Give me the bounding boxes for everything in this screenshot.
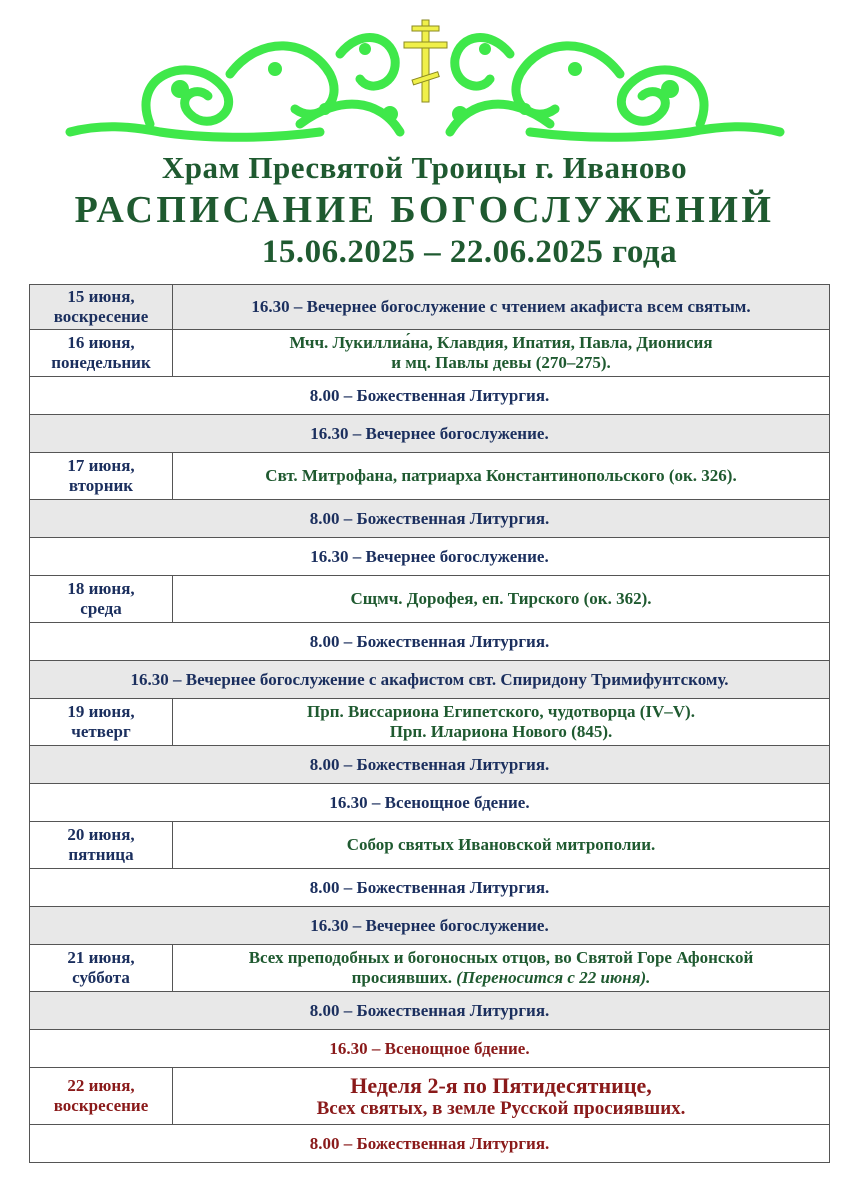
church-name: Храм Пресвятой Троицы г. Иваново [161,150,688,185]
feast-cell: Мчч. Лукиллиа́на, Клавдия, Ипатия, Павла, Дионисия и мц. Павлы девы (270–275). [173,330,830,377]
feast-cell: Всех преподобных и богоносных отцов, во Святой Горе Афонской просиявших. (Переносится с 22 июня). [173,945,830,992]
table-row [30,699,830,746]
table-row [30,377,830,415]
service-cell: 8.00 – Божественная Литургия. [30,992,830,1030]
service-cell: 8.00 – Божественная Литургия. [30,500,830,538]
feast-cell: Неделя 2-я по Пятидесятнице, Всех святых, в земле Русской просиявших. [173,1068,830,1125]
date-cell: 22 июня, воскресение [30,1068,173,1125]
service-cell: 16.30 – Вечернее богослужение с чтением акафиста всем святым. [173,285,830,330]
table-row [30,784,830,822]
service-cell: 16.30 – Всенощное бдение. [30,1030,830,1068]
date-cell: 19 июня, четверг [30,699,173,746]
table-row [30,907,830,945]
table-row [30,992,830,1030]
table-row [30,415,830,453]
service-cell: 16.30 – Вечернее богослужение. [30,538,830,576]
date-cell: 16 июня, понедельник [30,330,173,377]
service-cell: 16.30 – Всенощное бдение. [30,784,830,822]
table-row [30,1068,830,1125]
feast-cell: Прп. Виссариона Египетского, чудотворца (IV–V). Прп. Илариона Нового (845). [173,699,830,746]
table-row [30,746,830,784]
service-cell: 8.00 – Божественная Литургия. [30,869,830,907]
service-cell: 8.00 – Божественная Литургия. [30,746,830,784]
table-row [30,822,830,869]
service-cell: 16.30 – Вечернее богослужение. [30,415,830,453]
table-row [30,330,830,377]
date-cell: 21 июня, суббота [30,945,173,992]
table-row [30,945,830,992]
schedule-table [29,284,830,1163]
service-cell: 16.30 – Вечернее богослужение. [30,907,830,945]
service-cell: 8.00 – Божественная Литургия. [30,1125,830,1163]
feast-cell: Сщмч. Дорофея, еп. Тирского (ок. 362). [173,576,830,623]
service-cell: 16.30 – Вечернее богослужение с акафистом свт. Спиридону Тримифунтскому. [30,661,830,699]
table-row [30,500,830,538]
table-row [30,623,830,661]
date-cell: 15 июня, воскресение [30,285,173,330]
table-row [30,285,830,330]
date-cell: 18 июня, среда [30,576,173,623]
service-cell: 8.00 – Божественная Литургия. [30,377,830,415]
date-cell: 20 июня, пятница [30,822,173,869]
cross-icon [404,20,447,102]
table-row [30,1030,830,1068]
ornament-header [60,14,790,154]
service-cell: 8.00 – Божественная Литургия. [30,623,830,661]
table-row [30,453,830,500]
table-row [30,538,830,576]
feast-note: (Переносится с 22 июня). [456,968,651,987]
table-row [30,661,830,699]
page-title: РАСПИСАНИЕ БОГОСЛУЖЕНИЙ [74,189,775,231]
schedule-period: 15.06.2025 – 22.06.2025 года [261,234,678,270]
table-row [30,576,830,623]
table-row [30,1125,830,1163]
feast-cell: Собор святых Ивановской митрополии. [173,822,830,869]
feast-cell: Свт. Митрофана, патриарха Константинопольского (ок. 326). [173,453,830,500]
table-row [30,869,830,907]
date-cell: 17 июня, вторник [30,453,173,500]
